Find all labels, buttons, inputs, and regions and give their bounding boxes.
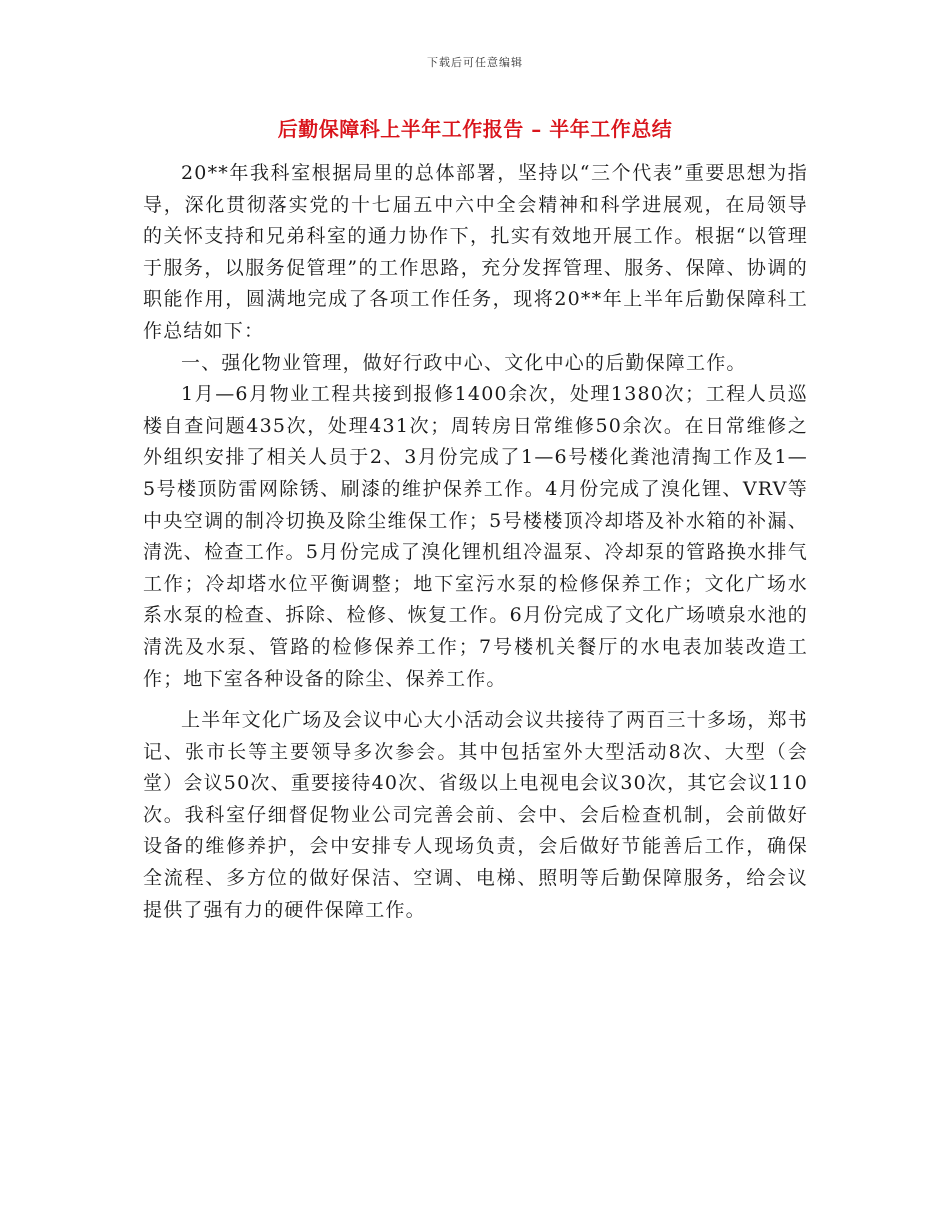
paragraph-maintenance: 1月—6月物业工程共接到报修1400余次，处理1380次；工程人员巡楼自查问题435次，处理431次；周转房日常维修50余次。在日常维修之外组织安排了相关人员于2、3月份完成了1—6号楼化粪池清掏工作及1—5号楼顶防雷网除锈、刷漆的维护保养工作。4月份完成了溴化锂、VRV等中央空调的制冷切换及除尘维保工作；5号楼楼顶冷却塔及补水箱的补漏、清洗、检查工作。5月份完成了溴化锂机组冷温泵、冷却泵的管路换水排气工作；冷却塔水位平衡调整；地下室污水泵的检修保养工作；文化广场水系水泵的检查、拆除、检修、恢复工作。6月份完成了文化广场喷泉水池的清洗及水泵、管路的检修保养工作；7号楼机关餐厅的水电表加装改造工作；地下室各种设备的除尘、保养工作。	[143, 383, 808, 690]
document-title: 后勤保障科上半年工作报告 – 半年工作总结	[277, 117, 673, 141]
document-body	[143, 158, 808, 926]
paragraph-section-heading: 一、强化物业管理，做好行政中心、文化中心的后勤保障工作。	[181, 351, 747, 374]
header-note: 下载后可任意编辑	[427, 56, 523, 69]
paragraph-meetings: 上半年文化广场及会议中心大小活动会议共接待了两百三十多场，郑书记、张市长等主要领导多次参会。其中包括室外大型活动8次、大型（会堂）会议50次、重要接待40次、省级以上电视电会议30次，其它会议110次。我科室仔细督促物业公司完善会前、会中、会后检查机制，会前做好设备的维修养护，会中安排专人现场负责，会后做好节能善后工作，确保全流程、多方位的做好保洁、空调、电梯、照明等后勤保障服务，给会议提供了强有力的硬件保障工作。	[143, 709, 808, 921]
paragraph-intro: 20**年我科室根据局里的总体部署，坚持以“三个代表”重要思想为指导，深化贯彻落实党的十七届五中六中全会精神和科学进展观，在局领导的关怀支持和兄弟科室的通力协作下，扎实有效地开展工作。根据“以管理于服务，以服务促管理”的工作思路，充分发挥管理、服务、保障、协调的职能作用，圆满地完成了各项工作任务，现将20**年上半年后勤保障科工作总结如下：	[143, 162, 808, 342]
